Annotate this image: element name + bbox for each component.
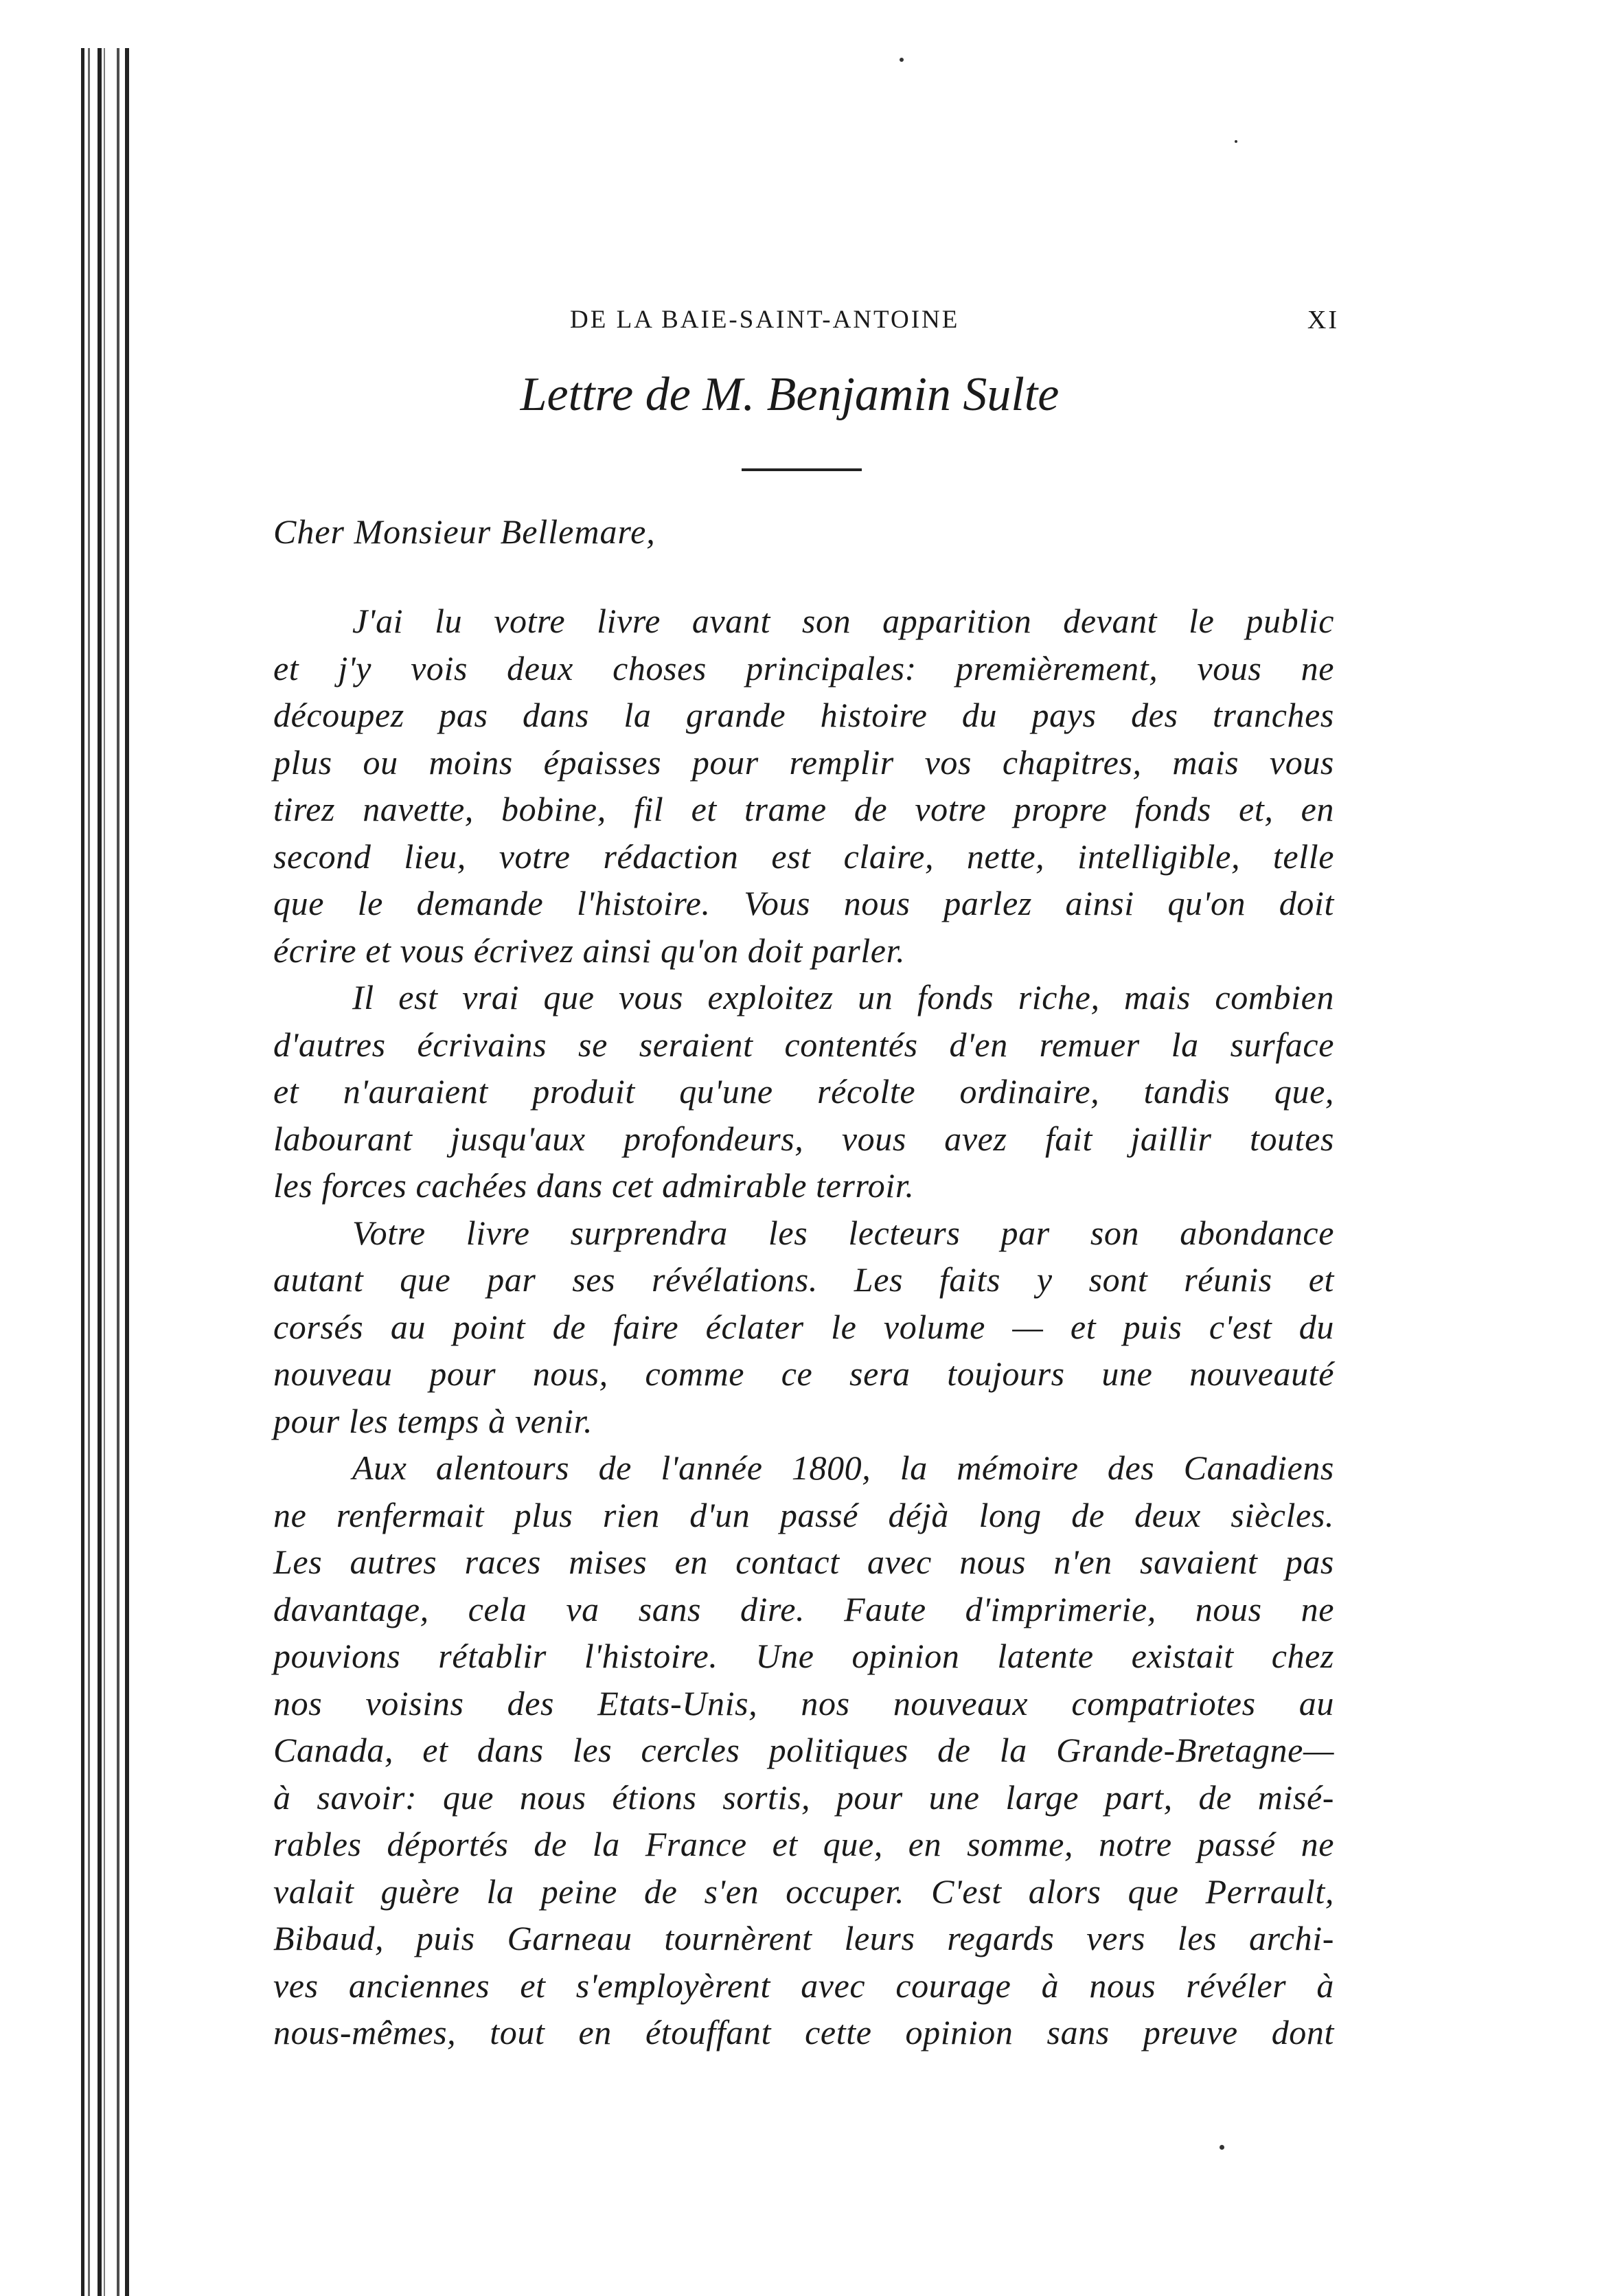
text-line: écrire et vous écrivez ainsi qu'on doit parler. — [273, 931, 906, 970]
text-line: J'ai lu votre livre avant son apparition devant le public — [352, 602, 1334, 640]
title-rule — [742, 468, 862, 471]
text-line: et j'y vois deux choses principales: premièrement, vous ne — [273, 648, 1334, 687]
text-line: rables déportés de la France et que, en somme, notre passé ne — [273, 1825, 1334, 1863]
page-speck — [900, 58, 904, 62]
page-speck — [1220, 2145, 1224, 2150]
letter-title: Lettre de M. Benjamin Sulte — [520, 368, 1060, 421]
text-line: davantage, cela va sans dire. Faute d'imprimerie, nous ne — [273, 1589, 1334, 1628]
text-line: Il est vrai que vous exploitez un fonds riche, mais combien — [352, 978, 1334, 1016]
binding-edge — [81, 48, 137, 2296]
text-line: labourant jusqu'aux profondeurs, vous avez fait jaillir toutes — [273, 1119, 1334, 1158]
text-line: autant que par ses révélations. Les faits y sont réunis et — [273, 1260, 1334, 1299]
text-line: Les autres races mises en contact avec nous n'en savaient pas — [273, 1543, 1334, 1581]
text-line: Bibaud, puis Garneau tournèrent leurs regards vers les archi- — [273, 1919, 1334, 1957]
text-line: ves anciennes et s'employèrent avec courage à nous révéler à — [273, 1966, 1334, 2005]
text-line: d'autres écrivains se seraient contentés d'en remuer la surface — [273, 1025, 1334, 1064]
salutation: Cher Monsieur Bellemare, — [273, 512, 656, 551]
text-line: pouvions rétablir l'histoire. Une opinion latente existait chez — [273, 1637, 1334, 1675]
text-line: ne renfermait plus rien d'un passé déjà long de deux siècles. — [273, 1495, 1334, 1534]
text-line: tirez navette, bobine, fil et trame de votre propre fonds et, en — [273, 790, 1334, 828]
running-head — [282, 302, 1339, 343]
text-line: valait guère la peine de s'en occuper. C'est alors que Perrault, — [273, 1872, 1334, 1911]
text-line: à savoir: que nous étions sortis, pour une large part, de misé- — [273, 1777, 1334, 1817]
page-speck — [1235, 140, 1237, 143]
text-line: second lieu, votre rédaction est claire, nette, intelligible, telle — [273, 837, 1334, 876]
text-line: nouveau pour nous, comme ce sera toujours une nouveauté — [273, 1354, 1334, 1393]
text-line: pour les temps à venir. — [273, 1401, 593, 1440]
text-line: et n'auraient produit qu'une récolte ordinaire, tandis que, — [273, 1072, 1334, 1111]
text-line: Aux alentours de l'année 1800, la mémoire des Canadiens — [352, 1448, 1334, 1487]
text-line: Votre livre surprendra les lecteurs par son abondance — [352, 1213, 1334, 1252]
running-head-title: DE LA BAIE-SAINT-ANTOINE — [570, 306, 960, 334]
page-number: XI — [1307, 306, 1339, 334]
text-line: plus ou moins épaisses pour remplir vos chapitres, mais vous — [273, 742, 1334, 782]
text-line: nos voisins des Etats-Unis, nos nouveaux compatriotes au — [273, 1683, 1334, 1723]
text-line: corsés au point de faire éclater le volume — et puis c'est du — [273, 1307, 1334, 1346]
text-line: Canada, et dans les cercles politiques de la Grande-Bretagne— — [273, 1731, 1334, 1769]
text-line: que le demande l'histoire. Vous nous parlez ainsi qu'on doit — [273, 884, 1334, 922]
letter-body — [273, 598, 1334, 2056]
text-line: les forces cachées dans cet admirable terroir. — [273, 1166, 915, 1205]
text-line: découpez pas dans la grande histoire du pays des tranches — [273, 696, 1334, 734]
text-line: nous-mêmes, tout en étouffant cette opinion sans preuve dont — [273, 2013, 1334, 2051]
